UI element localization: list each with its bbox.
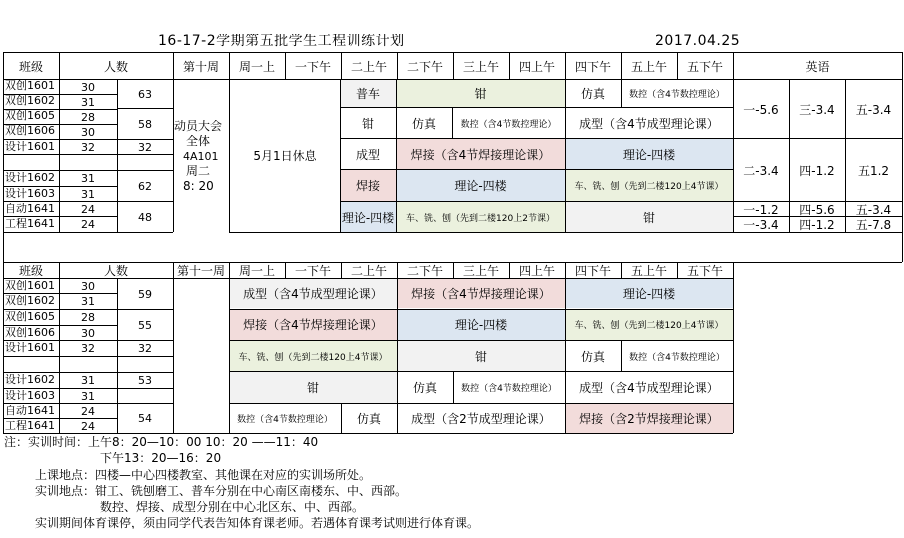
english-cell: 三-3.4 [799, 102, 835, 117]
grid-line [340, 79, 341, 232]
cell-g2-mon-pm: 钳 [361, 116, 374, 131]
header2-slot: 二下午 [406, 264, 443, 278]
grid-line [733, 52, 734, 232]
grid-line [3, 372, 117, 373]
grid-line [397, 52, 398, 79]
grid-line [117, 403, 173, 404]
grid-line [677, 262, 678, 278]
header-slot: 二下午 [406, 59, 443, 74]
cell2-g4-tue-pm: 数控（含4节数控理论） [461, 384, 557, 394]
cell2-g1-thu: 理论-四楼 [565, 278, 733, 308]
grid-line [117, 340, 173, 341]
header-english: 英语 [805, 59, 830, 74]
group-count: 53 [138, 374, 152, 387]
grid-line [453, 52, 454, 79]
grid-line [3, 232, 117, 233]
note-line: 数控、焊接、成型分别在中心北区东、中、西部。 [100, 501, 365, 513]
cell-g4-thu: 车、铣、刨（先到二楼120上4节课） [565, 170, 733, 201]
header2-slot: 三上午 [462, 264, 499, 278]
class-name: 双创1601 [5, 280, 55, 291]
english-cell: 四-1.2 [799, 163, 835, 178]
cell2-g5-tue-am: 仿真 [356, 412, 381, 426]
grid-line [229, 52, 230, 232]
class-count: 31 [81, 373, 95, 387]
header2-slot: 五上午 [630, 264, 667, 278]
grid-line [509, 52, 510, 79]
group-count: 32 [138, 140, 152, 154]
header2-slot: 四下午 [574, 264, 611, 278]
grid-line [173, 52, 174, 232]
cell2-g5-thu: 焊接（含2节焊接理论课） [565, 404, 733, 433]
class-name: 双创1605 [5, 110, 55, 121]
english-cell: 四-1.2 [799, 218, 835, 232]
note-line: 实训地点：钳工、铣刨磨工、普车分别在中心南区南楼东、中、西部。 [35, 485, 408, 497]
grid-line [565, 79, 566, 232]
english-cell: 一-5.6 [743, 102, 779, 117]
grid-line [789, 79, 790, 232]
class-name: 双创1606 [5, 125, 55, 136]
cell-g1-mon-pm: 普车 [340, 80, 396, 107]
grid-line [621, 341, 622, 371]
grid-line [3, 52, 4, 232]
grid-line [677, 52, 678, 79]
page-title: 16-17-2学期第五批学生工程训练计划 [158, 34, 405, 48]
header-class: 班级 [18, 59, 43, 74]
class-name: 双创1602 [5, 95, 55, 106]
english-cell: 五-3.4 [855, 203, 892, 217]
grid-line [3, 262, 4, 433]
grid-line [340, 169, 733, 170]
header2-slot: 二上午 [350, 264, 387, 278]
english-cell: 一-3.4 [743, 218, 779, 232]
grid-line [59, 262, 60, 433]
grid-line [341, 403, 342, 433]
grid-line [285, 52, 286, 79]
cell-g2-thu: 成型（含4节成型理论课） [579, 116, 719, 131]
grid-line [733, 201, 902, 202]
header2-week: 第十一周 [176, 264, 225, 278]
english-cell: 五-7.8 [855, 218, 892, 232]
class-count: 28 [81, 110, 95, 124]
grid-line [3, 124, 117, 125]
header-slot: 三上午 [462, 59, 499, 74]
header2-slot: 四上午 [518, 264, 555, 278]
grid-line [3, 388, 117, 389]
grid-line [3, 139, 117, 140]
header2-slot: 五下午 [686, 264, 723, 278]
grid-line [397, 262, 398, 278]
grid-line [117, 232, 173, 233]
cell2-g3-thu-pm: 数控（含4节数控理论） [629, 352, 725, 363]
class-count: 31 [81, 294, 95, 308]
class-count: 24 [81, 217, 95, 231]
grid-line [621, 79, 622, 107]
grid-line [229, 371, 733, 372]
grid-line [229, 340, 733, 341]
group-count: 32 [138, 341, 152, 355]
cell-g3-thu: 理论-四楼 [565, 139, 733, 169]
group-count: 62 [138, 179, 152, 193]
grid-line [117, 356, 173, 357]
class-name: 双创1602 [5, 295, 55, 306]
header-slot: 四下午 [574, 59, 611, 74]
grid-line [117, 139, 173, 140]
grid-line [117, 388, 173, 389]
grid-line [3, 232, 4, 262]
class-name: 双创1601 [5, 80, 55, 91]
grid-line [341, 52, 342, 79]
grid-line [621, 52, 622, 79]
class-count: 30 [81, 125, 95, 139]
grid-line [733, 262, 734, 433]
english-cell: 五-3.4 [855, 102, 892, 117]
grid-line [733, 216, 902, 217]
grid-line [453, 371, 454, 403]
cell-g2-tue-am: 仿真 [411, 116, 436, 131]
class-name: 工程1641 [5, 420, 55, 431]
grid-line [117, 309, 173, 310]
group-count: 58 [138, 117, 152, 131]
class-name: 设计1603 [5, 390, 55, 401]
class-name: 自动1641 [5, 405, 55, 416]
cell-g1-thu-pm: 数控（含4节数控理论） [629, 90, 725, 100]
header-slot: 五下午 [686, 59, 723, 74]
cell-g4-mon-pm: 焊接 [340, 170, 396, 201]
class-count: 31 [81, 187, 95, 201]
grid-line [3, 403, 117, 404]
grid-line [565, 278, 566, 433]
class-count: 31 [81, 171, 95, 185]
class-count: 31 [81, 95, 95, 109]
cell-g3-mon-pm: 成型 [355, 147, 380, 162]
header2-slot: 周一上 [238, 264, 275, 278]
grid-line [565, 52, 566, 79]
grid-line [3, 94, 117, 95]
grid-line [509, 262, 510, 278]
cell2-g2-mon: 焊接（含4节焊接理论课） [229, 309, 397, 340]
grid-line [452, 107, 453, 138]
grid-line [565, 262, 566, 278]
class-count: 30 [81, 279, 95, 293]
class-count: 28 [81, 310, 95, 324]
grid-line [117, 201, 173, 202]
note-line: 实训期间体育课停，须由同学代表告知体育课老师。若遇体育课考试则进行体育课。 [35, 517, 480, 529]
grid-line [3, 216, 117, 217]
grid-line [453, 262, 454, 278]
english-cell: 五1.2 [857, 163, 890, 178]
note-line: 下午13：20—16：20 [100, 452, 222, 464]
class-count: 24 [81, 419, 95, 433]
header-count: 人数 [103, 59, 128, 74]
english-cell: 四-5.6 [799, 203, 835, 217]
grid-line [229, 262, 230, 433]
meeting-line: 动员大会 [174, 120, 223, 132]
grid-line [340, 107, 733, 108]
class-name: 设计1601 [5, 141, 55, 152]
class-name: 设计1602 [5, 172, 55, 183]
group-count: 55 [138, 318, 152, 332]
class-name: 双创1605 [5, 311, 55, 322]
grid-line [3, 309, 117, 310]
group-count: 54 [138, 412, 152, 425]
grid-line [229, 403, 733, 404]
cell2-g2-thu: 车、铣、刨（先到二楼120上4节课） [565, 309, 733, 340]
class-count: 30 [81, 326, 95, 340]
cell-g5-tue: 车、铣、刨（先到二楼120上2节课） [396, 202, 565, 232]
class-count: 24 [81, 202, 95, 216]
cell2-g3-mon: 车、铣、刨（先到二楼120上4节课） [229, 341, 397, 371]
class-name: 工程1641 [5, 218, 55, 229]
cell2-g3-thu-am: 仿真 [580, 349, 605, 364]
grid-line [117, 372, 173, 373]
class-name: 自动1641 [5, 203, 55, 214]
header2-slot: 一下午 [294, 264, 331, 278]
cell-g5-thu: 钳 [565, 202, 733, 232]
cell-g4-tue: 理论-四楼 [396, 170, 565, 201]
cell-g1-thu-am: 仿真 [580, 87, 605, 101]
header-slot: 五上午 [630, 59, 667, 74]
cell2-g5-mon: 数控（含4节数控理论） [237, 415, 333, 425]
grid-line [902, 52, 903, 232]
grid-line [397, 278, 398, 433]
grid-line [3, 154, 117, 155]
group-count: 63 [138, 87, 152, 101]
header-slot: 一下午 [294, 59, 331, 74]
cell-g1-tue: 钳 [396, 80, 565, 107]
grid-line [229, 309, 733, 310]
group-count: 48 [138, 210, 152, 224]
grid-line [3, 293, 117, 294]
grid-line [340, 201, 733, 202]
cell2-g5-tue-pm: 成型（含2节成型理论课） [411, 412, 551, 426]
header-slot: 二上午 [350, 59, 387, 74]
cell2-g2-tue: 理论-四楼 [397, 309, 565, 340]
class-count: 32 [81, 140, 95, 154]
cell-g2-tue-pm: 数控（含4节数控理论） [460, 119, 557, 130]
cell-g3-tue: 焊接（含4节焊接理论课） [396, 139, 565, 169]
class-name: 设计1602 [5, 374, 55, 385]
header-week: 第十周 [182, 59, 219, 74]
meeting-line: 8: 20 [183, 180, 214, 192]
cell2-g4-thu: 成型（含4节成型理论课） [579, 381, 719, 395]
header-slot: 周一上 [238, 59, 275, 74]
grid-line [173, 262, 174, 433]
grid-line [3, 170, 117, 171]
group-count: 59 [138, 287, 152, 301]
grid-line [3, 356, 117, 357]
grid-line [396, 79, 397, 232]
grid-line [845, 79, 846, 232]
meeting-line: 4A101 [183, 151, 219, 162]
class-count: 31 [81, 389, 95, 403]
grid-line [3, 186, 117, 187]
grid-line [621, 262, 622, 278]
grid-line [902, 232, 903, 262]
grid-line [117, 108, 173, 109]
meeting-line: 周二 [186, 165, 211, 177]
class-name: 设计1601 [5, 342, 55, 353]
holiday-note: 5月1日休息 [253, 148, 317, 163]
english-cell: 一-1.2 [743, 203, 779, 217]
grid-line [3, 79, 902, 80]
grid-line [340, 138, 733, 139]
grid-line [3, 201, 117, 202]
cell2-g1-tue: 焊接（含4节焊接理论课） [397, 278, 565, 308]
grid-line [117, 278, 118, 433]
plan-date: 2017.04.25 [655, 34, 741, 48]
class-count: 30 [81, 80, 95, 94]
header-slot: 四上午 [518, 59, 555, 74]
header2-count: 人数 [103, 264, 128, 278]
grid-line [3, 109, 117, 110]
grid-line [733, 138, 902, 139]
grid-line [3, 433, 733, 434]
grid-line [3, 418, 117, 419]
grid-line [3, 325, 117, 326]
grid-line [229, 232, 902, 233]
grid-line [117, 170, 173, 171]
grid-line [117, 154, 173, 155]
grid-line [341, 262, 342, 278]
cell2-g4-tue-am: 仿真 [412, 381, 437, 395]
grid-line [3, 278, 733, 279]
class-count: 24 [81, 404, 95, 418]
grid-line [3, 340, 117, 341]
meeting-line: 全体 [186, 135, 211, 147]
header2-class: 班级 [18, 264, 43, 278]
english-cell: 二-3.4 [743, 163, 779, 178]
note-line: 注：实训时间：上午8：20—10：00 10：20 ——11：40 [4, 436, 319, 448]
class-name: 设计1603 [5, 188, 55, 199]
cell2-g4-mon: 钳 [229, 372, 397, 403]
class-count: 32 [81, 341, 95, 355]
cell-g5-mon-pm: 理论-四楼 [340, 202, 396, 232]
cell2-g3-tue: 钳 [397, 341, 565, 371]
class-name: 双创1606 [5, 327, 55, 338]
grid-line [285, 262, 286, 278]
grid-line [59, 52, 60, 232]
grid-line [117, 79, 118, 232]
cell2-g1-mon: 成型（含4节成型理论课） [229, 278, 397, 308]
note-line: 上课地点：四楼—中心四楼教室、其他课在对应的实训场所处。 [35, 469, 372, 481]
